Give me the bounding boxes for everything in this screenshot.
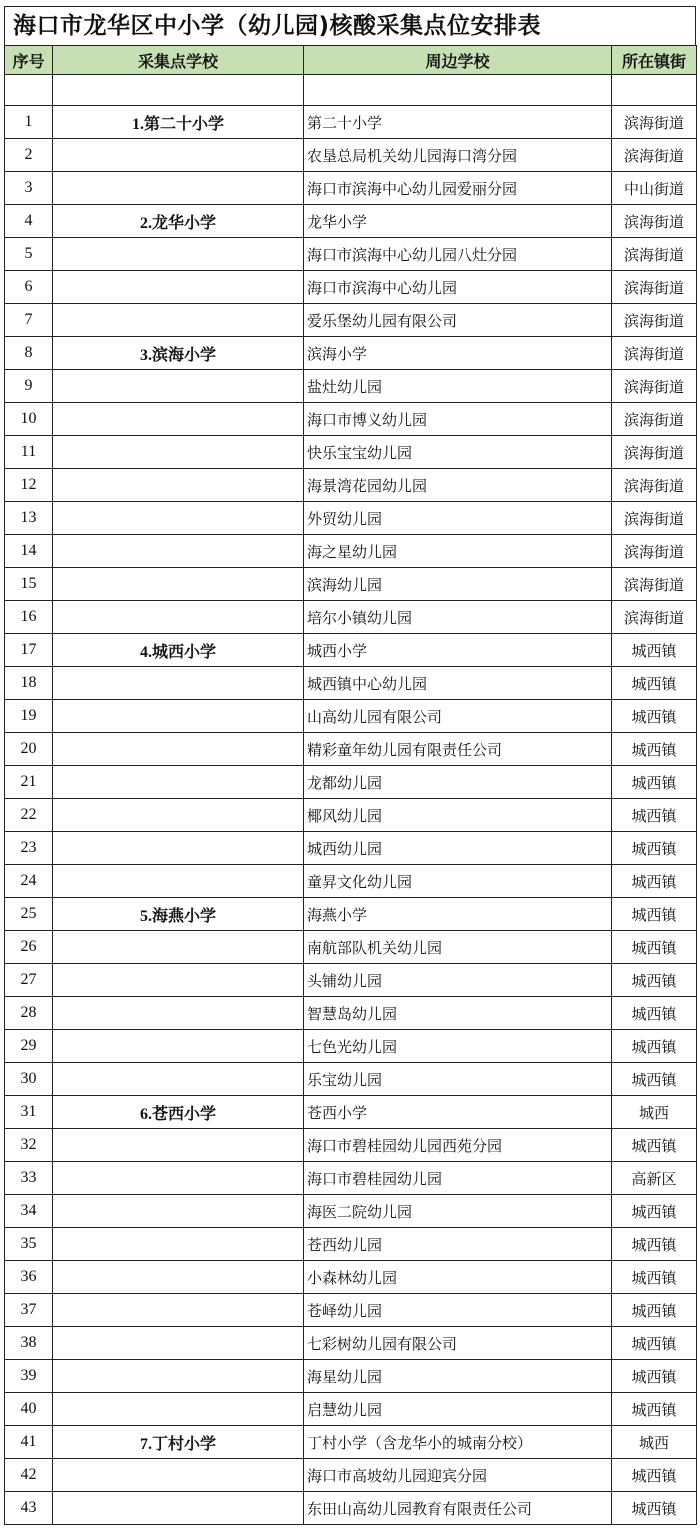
town-street: 城西镇 bbox=[612, 1393, 697, 1426]
collection-site bbox=[53, 139, 304, 172]
nearby-school: 七彩树幼儿园有限公司 bbox=[304, 1327, 612, 1360]
table-row bbox=[5, 1426, 697, 1459]
table-row bbox=[5, 304, 697, 337]
row-number: 42 bbox=[5, 1459, 53, 1492]
town-street: 城西 bbox=[612, 1426, 697, 1459]
table-row bbox=[5, 865, 697, 898]
table-row bbox=[5, 238, 697, 271]
row-number: 27 bbox=[5, 964, 53, 997]
town-street: 城西镇 bbox=[612, 766, 697, 799]
town-street: 城西镇 bbox=[612, 634, 697, 667]
table-row bbox=[5, 106, 697, 139]
collection-site: 6.苍西小学 bbox=[53, 1096, 304, 1129]
table-row bbox=[5, 1030, 697, 1063]
nearby-school: 滨海小学 bbox=[304, 337, 612, 370]
collection-site bbox=[53, 1228, 304, 1261]
nearby-school: 丁村小学（含龙华小的城南分校） bbox=[304, 1426, 612, 1459]
collection-site bbox=[53, 502, 304, 535]
table-row bbox=[5, 1459, 697, 1492]
row-number: 26 bbox=[5, 931, 53, 964]
town-street: 城西镇 bbox=[612, 1459, 697, 1492]
nearby-school: 外贸幼儿园 bbox=[304, 502, 612, 535]
header-site: 采集点学校 bbox=[53, 46, 304, 75]
row-number: 35 bbox=[5, 1228, 53, 1261]
collection-site bbox=[53, 766, 304, 799]
collection-site bbox=[53, 931, 304, 964]
header-nearby: 周边学校 bbox=[304, 46, 612, 75]
table-row bbox=[5, 139, 697, 172]
table-row bbox=[5, 403, 697, 436]
empty-row bbox=[5, 75, 697, 106]
header-row bbox=[5, 46, 697, 75]
nearby-school: 海之星幼儿园 bbox=[304, 535, 612, 568]
collection-site bbox=[53, 568, 304, 601]
town-street: 城西镇 bbox=[612, 1327, 697, 1360]
town-street: 中山街道 bbox=[612, 172, 697, 205]
town-street: 高新区 bbox=[612, 1162, 697, 1195]
nearby-school: 海燕小学 bbox=[304, 898, 612, 931]
row-number: 23 bbox=[5, 832, 53, 865]
table-row bbox=[5, 568, 697, 601]
nearby-school: 海口市滨海中心幼儿园八灶分园 bbox=[304, 238, 612, 271]
town-street: 城西镇 bbox=[612, 997, 697, 1030]
collection-site bbox=[53, 1129, 304, 1162]
row-number: 18 bbox=[5, 667, 53, 700]
page-title: 海口市龙华区中小学（幼儿园)核酸采集点位安排表 bbox=[4, 6, 696, 45]
table-row bbox=[5, 667, 697, 700]
row-number: 6 bbox=[5, 271, 53, 304]
row-number: 43 bbox=[5, 1492, 53, 1525]
empty-cell bbox=[5, 75, 53, 106]
nearby-school: 滨海幼儿园 bbox=[304, 568, 612, 601]
town-street: 滨海街道 bbox=[612, 568, 697, 601]
nearby-school: 海口市碧桂园幼儿园 bbox=[304, 1162, 612, 1195]
town-street: 城西镇 bbox=[612, 898, 697, 931]
collection-site: 3.滨海小学 bbox=[53, 337, 304, 370]
row-number: 32 bbox=[5, 1129, 53, 1162]
nearby-school: 龙华小学 bbox=[304, 205, 612, 238]
collection-site bbox=[53, 601, 304, 634]
collection-site bbox=[53, 271, 304, 304]
collection-site bbox=[53, 1360, 304, 1393]
collection-site bbox=[53, 1063, 304, 1096]
table-row bbox=[5, 700, 697, 733]
row-number: 8 bbox=[5, 337, 53, 370]
nearby-school: 海星幼儿园 bbox=[304, 1360, 612, 1393]
table-row bbox=[5, 1195, 697, 1228]
table-row bbox=[5, 436, 697, 469]
nearby-school: 智慧岛幼儿园 bbox=[304, 997, 612, 1030]
table-row bbox=[5, 1063, 697, 1096]
table-row bbox=[5, 1261, 697, 1294]
row-number: 33 bbox=[5, 1162, 53, 1195]
table-row bbox=[5, 1162, 697, 1195]
row-number: 19 bbox=[5, 700, 53, 733]
table-row bbox=[5, 964, 697, 997]
empty-cell bbox=[304, 75, 612, 106]
collection-site bbox=[53, 436, 304, 469]
nearby-school: 第二十小学 bbox=[304, 106, 612, 139]
town-street: 滨海街道 bbox=[612, 304, 697, 337]
table-row bbox=[5, 601, 697, 634]
nearby-school: 头铺幼儿园 bbox=[304, 964, 612, 997]
nearby-school: 海口市碧桂园幼儿园西苑分园 bbox=[304, 1129, 612, 1162]
collection-site bbox=[53, 304, 304, 337]
collection-site bbox=[53, 1393, 304, 1426]
nearby-school: 精彩童年幼儿园有限责任公司 bbox=[304, 733, 612, 766]
table-row bbox=[5, 931, 697, 964]
table-row bbox=[5, 799, 697, 832]
table-row bbox=[5, 1129, 697, 1162]
table-row bbox=[5, 1393, 697, 1426]
collection-site bbox=[53, 1030, 304, 1063]
collection-site bbox=[53, 1195, 304, 1228]
table-row bbox=[5, 535, 697, 568]
town-street: 城西镇 bbox=[612, 1129, 697, 1162]
nearby-school: 海口市高坡幼儿园迎宾分园 bbox=[304, 1459, 612, 1492]
town-street: 城西镇 bbox=[612, 733, 697, 766]
collection-site bbox=[53, 1492, 304, 1525]
collection-site bbox=[53, 700, 304, 733]
table-row bbox=[5, 1327, 697, 1360]
table-row bbox=[5, 502, 697, 535]
town-street: 滨海街道 bbox=[612, 403, 697, 436]
row-number: 40 bbox=[5, 1393, 53, 1426]
town-street: 城西镇 bbox=[612, 1261, 697, 1294]
row-number: 4 bbox=[5, 205, 53, 238]
row-number: 17 bbox=[5, 634, 53, 667]
nearby-school: 苍西幼儿园 bbox=[304, 1228, 612, 1261]
nearby-school: 培尔小镇幼儿园 bbox=[304, 601, 612, 634]
collection-site bbox=[53, 865, 304, 898]
row-number: 22 bbox=[5, 799, 53, 832]
table-row bbox=[5, 205, 697, 238]
nearby-school: 山高幼儿园有限公司 bbox=[304, 700, 612, 733]
town-street: 城西 bbox=[612, 1096, 697, 1129]
row-number: 37 bbox=[5, 1294, 53, 1327]
row-number: 7 bbox=[5, 304, 53, 337]
collection-site bbox=[53, 667, 304, 700]
row-number: 11 bbox=[5, 436, 53, 469]
nearby-school: 龙都幼儿园 bbox=[304, 766, 612, 799]
nearby-school: 童昇文化幼儿园 bbox=[304, 865, 612, 898]
schedule-table bbox=[4, 45, 697, 1525]
table-row bbox=[5, 733, 697, 766]
nearby-school: 农垦总局机关幼儿园海口湾分园 bbox=[304, 139, 612, 172]
collection-site bbox=[53, 238, 304, 271]
table-row bbox=[5, 898, 697, 931]
row-number: 5 bbox=[5, 238, 53, 271]
town-street: 城西镇 bbox=[612, 1228, 697, 1261]
town-street: 城西镇 bbox=[612, 1195, 697, 1228]
nearby-school: 七色光幼儿园 bbox=[304, 1030, 612, 1063]
row-number: 24 bbox=[5, 865, 53, 898]
town-street: 滨海街道 bbox=[612, 469, 697, 502]
table-row bbox=[5, 172, 697, 205]
spreadsheet bbox=[4, 6, 696, 1525]
town-street: 滨海街道 bbox=[612, 205, 697, 238]
collection-site: 2.龙华小学 bbox=[53, 205, 304, 238]
nearby-school: 城西镇中心幼儿园 bbox=[304, 667, 612, 700]
town-street: 城西镇 bbox=[612, 931, 697, 964]
town-street: 滨海街道 bbox=[612, 238, 697, 271]
collection-site bbox=[53, 1327, 304, 1360]
row-number: 1 bbox=[5, 106, 53, 139]
town-street: 滨海街道 bbox=[612, 502, 697, 535]
empty-cell bbox=[612, 75, 697, 106]
town-street: 城西镇 bbox=[612, 799, 697, 832]
row-number: 13 bbox=[5, 502, 53, 535]
collection-site bbox=[53, 403, 304, 436]
nearby-school: 小森林幼儿园 bbox=[304, 1261, 612, 1294]
collection-site: 5.海燕小学 bbox=[53, 898, 304, 931]
town-street: 滨海街道 bbox=[612, 370, 697, 403]
row-number: 12 bbox=[5, 469, 53, 502]
nearby-school: 爱乐堡幼儿园有限公司 bbox=[304, 304, 612, 337]
table-row bbox=[5, 1294, 697, 1327]
table-row bbox=[5, 1228, 697, 1261]
header-town: 所在镇街 bbox=[612, 46, 697, 75]
nearby-school: 椰风幼儿园 bbox=[304, 799, 612, 832]
town-street: 城西镇 bbox=[612, 865, 697, 898]
town-street: 滨海街道 bbox=[612, 601, 697, 634]
row-number: 9 bbox=[5, 370, 53, 403]
row-number: 15 bbox=[5, 568, 53, 601]
row-number: 21 bbox=[5, 766, 53, 799]
nearby-school: 海口市博义幼儿园 bbox=[304, 403, 612, 436]
town-street: 滨海街道 bbox=[612, 535, 697, 568]
table-row bbox=[5, 766, 697, 799]
town-street: 滨海街道 bbox=[612, 337, 697, 370]
collection-site bbox=[53, 535, 304, 568]
town-street: 滨海街道 bbox=[612, 271, 697, 304]
row-number: 10 bbox=[5, 403, 53, 436]
table-row bbox=[5, 1096, 697, 1129]
nearby-school: 城西幼儿园 bbox=[304, 832, 612, 865]
collection-site: 1.第二十小学 bbox=[53, 106, 304, 139]
nearby-school: 海医二院幼儿园 bbox=[304, 1195, 612, 1228]
row-number: 34 bbox=[5, 1195, 53, 1228]
nearby-school: 城西小学 bbox=[304, 634, 612, 667]
town-street: 城西镇 bbox=[612, 832, 697, 865]
table-row bbox=[5, 1492, 697, 1525]
row-number: 3 bbox=[5, 172, 53, 205]
town-street: 滨海街道 bbox=[612, 106, 697, 139]
row-number: 16 bbox=[5, 601, 53, 634]
collection-site bbox=[53, 1261, 304, 1294]
town-street: 城西镇 bbox=[612, 964, 697, 997]
collection-site bbox=[53, 799, 304, 832]
row-number: 14 bbox=[5, 535, 53, 568]
collection-site bbox=[53, 997, 304, 1030]
row-number: 25 bbox=[5, 898, 53, 931]
header-num: 序号 bbox=[5, 46, 53, 75]
collection-site bbox=[53, 172, 304, 205]
collection-site bbox=[53, 469, 304, 502]
town-street: 城西镇 bbox=[612, 667, 697, 700]
town-street: 滨海街道 bbox=[612, 139, 697, 172]
row-number: 41 bbox=[5, 1426, 53, 1459]
town-street: 滨海街道 bbox=[612, 436, 697, 469]
collection-site bbox=[53, 733, 304, 766]
town-street: 城西镇 bbox=[612, 1030, 697, 1063]
collection-site bbox=[53, 1162, 304, 1195]
table-row bbox=[5, 370, 697, 403]
collection-site bbox=[53, 370, 304, 403]
nearby-school: 海口市滨海中心幼儿园 bbox=[304, 271, 612, 304]
nearby-school: 盐灶幼儿园 bbox=[304, 370, 612, 403]
nearby-school: 苍西小学 bbox=[304, 1096, 612, 1129]
nearby-school: 南航部队机关幼儿园 bbox=[304, 931, 612, 964]
table-row bbox=[5, 337, 697, 370]
row-number: 2 bbox=[5, 139, 53, 172]
nearby-school: 东田山高幼儿园教育有限责任公司 bbox=[304, 1492, 612, 1525]
nearby-school: 启慧幼儿园 bbox=[304, 1393, 612, 1426]
table-body bbox=[5, 75, 697, 1525]
row-number: 36 bbox=[5, 1261, 53, 1294]
collection-site bbox=[53, 1459, 304, 1492]
row-number: 29 bbox=[5, 1030, 53, 1063]
town-street: 城西镇 bbox=[612, 1360, 697, 1393]
collection-site bbox=[53, 832, 304, 865]
collection-site bbox=[53, 1294, 304, 1327]
nearby-school: 苍峄幼儿园 bbox=[304, 1294, 612, 1327]
row-number: 20 bbox=[5, 733, 53, 766]
table-row bbox=[5, 997, 697, 1030]
table-row bbox=[5, 271, 697, 304]
row-number: 39 bbox=[5, 1360, 53, 1393]
empty-cell bbox=[53, 75, 304, 106]
town-street: 城西镇 bbox=[612, 1492, 697, 1525]
town-street: 城西镇 bbox=[612, 700, 697, 733]
row-number: 28 bbox=[5, 997, 53, 1030]
nearby-school: 海口市滨海中心幼儿园爱丽分园 bbox=[304, 172, 612, 205]
table-row bbox=[5, 634, 697, 667]
nearby-school: 乐宝幼儿园 bbox=[304, 1063, 612, 1096]
row-number: 31 bbox=[5, 1096, 53, 1129]
collection-site bbox=[53, 964, 304, 997]
nearby-school: 海景湾花园幼儿园 bbox=[304, 469, 612, 502]
town-street: 城西镇 bbox=[612, 1294, 697, 1327]
nearby-school: 快乐宝宝幼儿园 bbox=[304, 436, 612, 469]
collection-site: 4.城西小学 bbox=[53, 634, 304, 667]
row-number: 38 bbox=[5, 1327, 53, 1360]
row-number: 30 bbox=[5, 1063, 53, 1096]
table-row bbox=[5, 1360, 697, 1393]
table-row bbox=[5, 832, 697, 865]
table-row bbox=[5, 469, 697, 502]
collection-site: 7.丁村小学 bbox=[53, 1426, 304, 1459]
town-street: 城西镇 bbox=[612, 1063, 697, 1096]
